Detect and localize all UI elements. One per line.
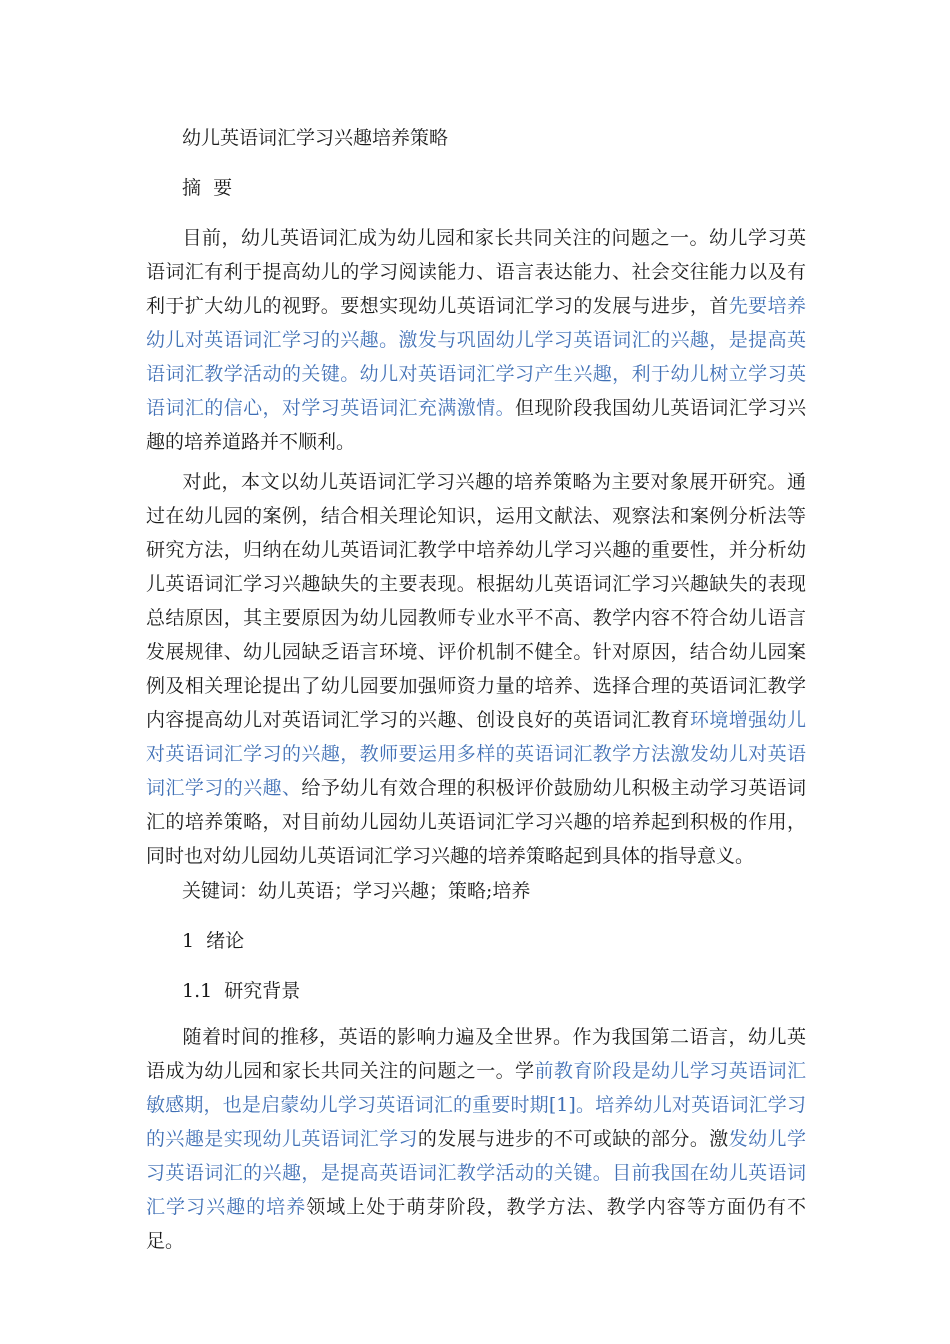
section-1-1-heading: 1.1 研究背景: [182, 980, 301, 1002]
abstract-p1-run-1: 目前，幼儿英语词汇成为幼儿园和家长共同关注的问题之一。幼儿学习英语词汇有利于提高幼儿的学习阅读能力、语言表达能力、社会交往能力以及有利于扩大幼儿的视野。要想实现幼儿英语词汇学习的发展与进步，首: [146, 227, 806, 317]
abstract-p1-run-3: 但现阶段我国幼儿英语词汇学习兴趣的培养道路并不顺利。: [146, 397, 806, 453]
abstract-p2-run-1: 对此，本文以幼儿英语词汇学习兴趣的培养策略为主要对象展开研究。通过在幼儿园的案例，结合相关理论知识，运用文献法、观察法和案例分析法等研究方法，归纳在幼儿英语词汇教学中培养幼儿学习兴趣的重要性，并分析幼儿英语词汇学习兴趣缺失的主要表现。根据幼儿英语词汇学习兴趣缺失的表现总结原因，其主要原因为幼儿园教师专业水平不高、教学内容不符合幼儿语言发展规律、幼儿园缺乏语言环境、评价机制不健全。针对原因，结合幼儿园案例及相关理论提出了幼儿园要加强师资力量的培养、选择合理的英语词汇教学内容提高幼儿对英语词汇学习的兴趣、创设良好的英语词汇教育: [146, 471, 806, 731]
abstract-paragraph-2: [146, 465, 806, 873]
background-run-1: 随着时间的推移，英语的影响力遍及全世界。作为我国第二语言，幼儿英语成为幼儿园和家长共同关注的问题之一。学: [146, 1026, 806, 1082]
abstract-p1-run-2-highlighted: 先要培养幼儿对英语词汇学习的兴趣。激发与巩固幼儿学习英语词汇的兴趣，是提高英语词汇教学活动的关键。幼儿对英语词汇学习产生兴趣，利于幼儿树立学习英语词汇的信心，对学习英语词汇充满激情。: [146, 295, 806, 419]
background-run-3: 的发展与进步的不可或缺的部分。激: [417, 1128, 729, 1150]
section-1-heading: 1 绪论: [182, 930, 245, 952]
abstract-paragraph-1: [146, 221, 806, 459]
abstract-heading: 摘 要: [182, 177, 233, 199]
background-run-5: 领域上处于萌芽阶段，教学方法、教学内容等方面仍有不足。: [146, 1196, 806, 1252]
background-run-4-highlighted: 发幼儿学习英语词汇的兴趣，是提高英语词汇教学活动的关键。目前我国在幼儿英语词汇学习兴趣的培养: [146, 1128, 806, 1218]
keywords-line: 关键词：幼儿英语；学习兴趣；策略;培养: [182, 880, 531, 902]
background-paragraph: [146, 1020, 806, 1258]
background-run-2-highlighted: 前教育阶段是幼儿学习英语词汇敏感期，也是启蒙幼儿学习英语词汇的重要时期[1]。培养幼儿对英语词汇学习的兴趣是实现幼儿英语词汇学习: [146, 1060, 806, 1150]
abstract-p2-run-2-highlighted: 环境增强幼儿对英语词汇学习的兴趣，教师要运用多样的英语词汇教学方法激发幼儿对英语词汇学习的兴趣、: [146, 709, 806, 799]
document-title: 幼儿英语词汇学习兴趣培养策略: [182, 127, 449, 149]
abstract-p2-run-3: 给予幼儿有效合理的积极评价鼓励幼儿积极主动学习英语词汇的培养策略，对目前幼儿园幼儿英语词汇学习兴趣的培养起到积极的作用，同时也对幼儿园幼儿英语词汇学习兴趣的培养策略起到具体的指导意义。: [146, 777, 806, 867]
